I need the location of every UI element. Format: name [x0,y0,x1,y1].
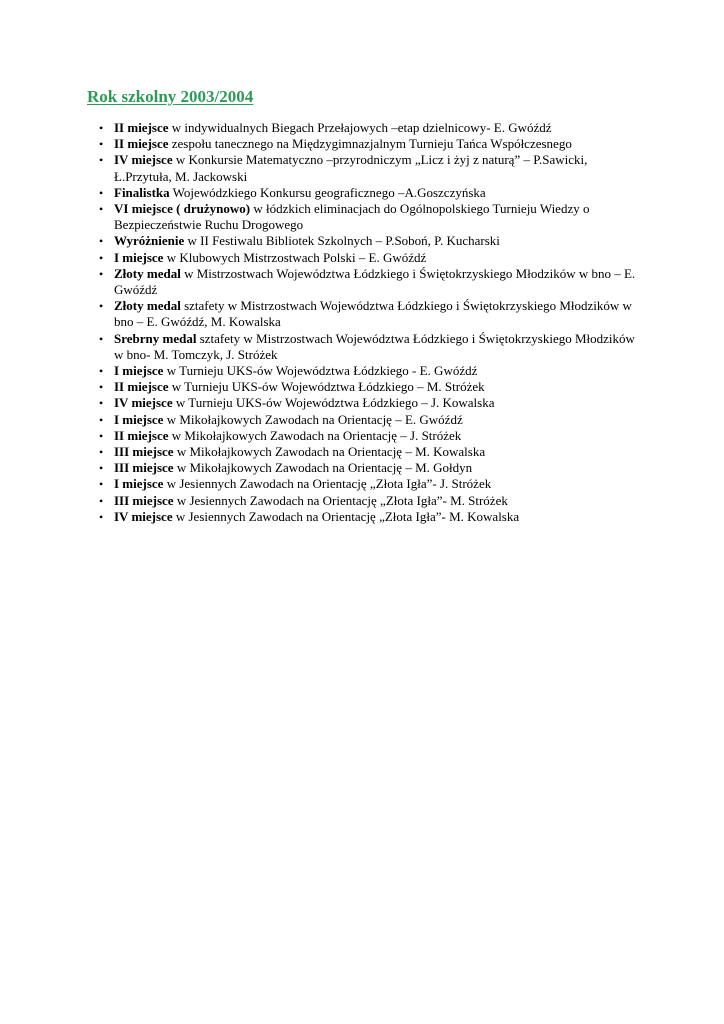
item-rank: II miejsce [114,120,169,135]
item-text: w Turnieju UKS-ów Województwa Łódzkiego - E. Gwóźdź [163,363,478,379]
bullet-icon: • [99,137,104,152]
bullet-icon: • [99,493,104,508]
item-text: zespołu tanecznego na Międzygimnazjalnym Turnieju Tańca Współczesnego [168,136,572,152]
item-rank: Srebrny medal [114,330,197,346]
item-text: w Jesiennych Zawodach na Orientację „Złota Igła”- J. Stróżek [163,476,492,492]
item-rank: VI miejsce ( drużynowo) [114,201,251,217]
bullet-icon: • [99,364,104,379]
bullet-icon: • [99,266,104,281]
list-item [0,363,724,379]
item-text: w Turnieju UKS-ów Województwa Łódzkiego – J. Kowalska [172,395,495,411]
bullet-icon: • [99,121,104,135]
list-item [0,379,724,395]
bullet-icon: • [99,477,104,492]
item-text: Wojewódzkiego Konkursu geograficznego –A.Goszczyńska [169,184,486,200]
list-item [0,395,724,411]
bullet-icon: • [99,153,104,168]
bullet-icon: • [99,234,104,249]
item-text: w II Festiwalu Bibliotek Szkolnych – P.Soboń, P. Kucharski [184,233,500,249]
bullet-icon: • [99,461,104,476]
list-item [0,136,724,152]
item-text: w Jesiennych Zawodach na Orientację „Złota Igła”- M. Kowalska [172,508,520,524]
item-rank: II miejsce [114,136,169,152]
item-text: w Konkursie Matematyczno –przyrodniczym „Licz i żyj z naturą” – P.Sawicki, Ł.Przytuła, M. Jackowski [114,152,588,184]
item-rank: I miejsce [114,249,164,265]
item-rank: Wyróżnienie [114,233,185,249]
achievements-list [0,120,724,525]
item-rank: IV miejsce [114,508,173,524]
item-rank: III miejsce [114,460,174,476]
item-rank: IV miejsce [114,395,173,411]
list-item [0,120,724,136]
list-item [0,331,724,363]
item-text: sztafety w Mistrzostwach Województwa Łódzkiego i Świętokrzyskiego Młodzików w bno- M. Tomczyk, J. Stróżek [114,330,635,362]
bullet-icon: • [99,202,104,217]
item-rank: I miejsce [114,363,164,379]
item-rank: Finalistka [114,184,170,200]
item-text: w Klubowych Mistrzostwach Polski – E. Gwóźdź [163,249,427,265]
item-text: w Jesiennych Zawodach na Orientację „Złota Igła”- M. Stróżek [173,492,508,508]
item-rank: III miejsce [114,444,174,460]
item-text: w Mikołajkowych Zawodach na Orientację – J. Stróżek [168,427,462,443]
bullet-icon: • [99,250,104,265]
bullet-icon: • [99,412,104,427]
bullet-icon: • [99,428,104,443]
item-rank: III miejsce [114,492,174,508]
list-item [0,428,724,444]
item-text: w łódzkich eliminacjach do Ogólnopolskiego Turnieju Wiedzy o Bezpieczeństwie Ruchu Drogowego [114,201,590,233]
item-rank: I miejsce [114,411,164,427]
item-text: w Mikołajkowych Zawodach na Orientację – M. Gołdyn [173,460,473,476]
list-item [0,250,724,266]
item-rank: Złoty medal [114,298,181,314]
bullet-icon: • [99,299,104,314]
item-rank: IV miejsce [114,152,173,168]
bullet-icon: • [99,185,104,200]
bullet-icon: • [99,396,104,411]
item-rank: Złoty medal [114,265,181,281]
list-item [0,233,724,249]
list-item [0,412,724,428]
list-item [0,152,724,184]
list-item [0,266,724,298]
item-text: w Mikołajkowych Zawodach na Orientację – E. Gwóźdź [163,411,463,427]
list-item [0,476,724,492]
list-item [0,493,724,509]
bullet-icon: • [99,331,104,346]
list-item [0,444,724,460]
list-item [0,298,724,330]
list-item [0,201,724,233]
item-text: sztafety w Mistrzostwach Województwa Łódzkiego i Świętokrzyskiego Młodzików w bno – E. Gwóźdź, M. Kowalska [114,298,632,330]
section-heading: Rok szkolny 2003/2004 [87,87,254,106]
item-text: w Turnieju UKS-ów Województwa Łódzkiego – M. Stróżek [168,379,485,395]
item-text: w Mistrzostwach Województwa Łódzkiego i Świętokrzyskiego Młodzików w bno – E. Gwóźdź [114,265,636,298]
list-item [0,509,724,525]
bullet-icon: • [99,509,104,524]
item-rank: I miejsce [114,476,164,492]
bullet-icon: • [99,380,104,395]
item-text: w indywidualnych Biegach Przełajowych –etap dzielnicowy- E. Gwóźdź [168,120,552,135]
item-rank: II miejsce [114,427,169,443]
list-item [0,185,724,201]
item-text: w Mikołajkowych Zawodach na Orientację – M. Kowalska [173,444,486,460]
bullet-icon: • [99,445,104,460]
item-rank: II miejsce [114,379,169,395]
list-item [0,460,724,476]
